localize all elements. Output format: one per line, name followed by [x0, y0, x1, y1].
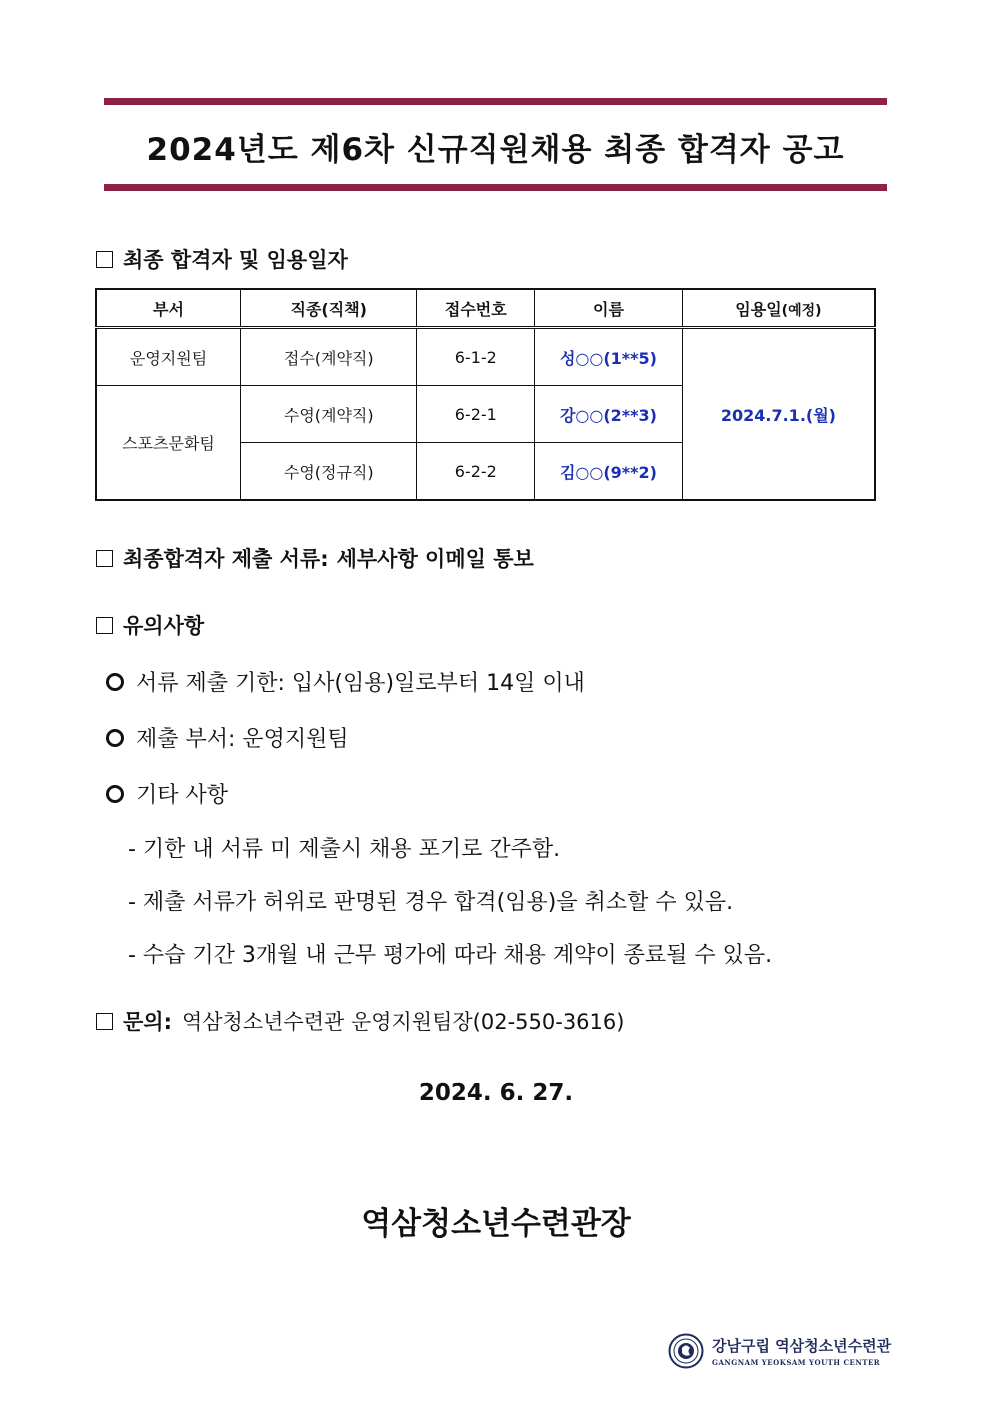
checkbox-square-icon [96, 617, 113, 634]
cell-appointment-date: 2024.7.1.(월) [682, 328, 875, 501]
cell-name: 성○○(1**5) [535, 328, 683, 386]
cell-dept: 운영지원팀 [96, 328, 241, 386]
circle-bullet-icon [106, 785, 124, 803]
header-date: 임용일(예정) [682, 289, 875, 328]
center-logo [668, 1333, 891, 1369]
cell-job: 수영(계약직) [241, 386, 417, 443]
title-top-rule [104, 98, 887, 105]
cell-job: 수영(정규직) [241, 443, 417, 501]
cell-num: 6-2-2 [417, 443, 535, 501]
cell-name: 김○○(9**2) [535, 443, 683, 501]
title-bottom-rule [104, 184, 887, 191]
table-header-row [96, 289, 875, 328]
emblem-icon [668, 1333, 704, 1369]
logo-korean-name: 강남구립 역삼청소년수련관 [712, 1337, 892, 1355]
checkbox-square-icon [96, 1013, 113, 1030]
circle-bullet-icon [106, 673, 124, 691]
header-num: 접수번호 [417, 289, 535, 328]
note-detail: - 기한 내 서류 미 제출시 채용 포기로 간주함. [128, 837, 561, 862]
cell-num: 6-1-2 [417, 328, 535, 386]
signer: 역삼청소년수련관장 [361, 1206, 631, 1242]
logo-english-name: GANGNAM YEOKSAM YOUTH CENTER [712, 1358, 881, 1367]
cell-dept: 스포츠문화팀 [96, 386, 241, 501]
checkbox-square-icon [96, 550, 113, 567]
section-heading-documents: 최종합격자 제출 서류: 세부사항 이메일 통보 [96, 543, 534, 573]
header-dept: 부서 [96, 289, 241, 328]
header-job: 직종(직책) [241, 289, 417, 328]
section-heading-notes: 유의사항 [96, 610, 204, 640]
note-item: 기타 사항 [106, 778, 228, 809]
header-name: 이름 [535, 289, 683, 328]
note-detail: - 수습 기간 3개월 내 근무 평가에 따라 채용 계약이 종료될 수 있음. [128, 943, 773, 968]
page-title: 2024년도 제6차 신규직원채용 최종 합격자 공고 [146, 132, 845, 168]
checkbox-square-icon [96, 251, 113, 268]
table-row [96, 328, 875, 386]
results-table [95, 288, 876, 501]
note-item: 제출 부서: 운영지원팀 [106, 722, 349, 753]
circle-bullet-icon [106, 729, 124, 747]
note-detail: - 제출 서류가 허위로 판명된 경우 합격(임용)을 취소할 수 있음. [128, 890, 734, 915]
cell-name: 강○○(2**3) [535, 386, 683, 443]
cell-job: 접수(계약직) [241, 328, 417, 386]
cell-num: 6-2-1 [417, 386, 535, 443]
note-item: 서류 제출 기한: 입사(임용)일로부터 14일 이내 [106, 666, 585, 697]
section-heading-results: 최종 합격자 및 임용일자 [96, 244, 348, 274]
issue-date: 2024. 6. 27. [418, 1080, 574, 1106]
contact-line: 문의: 역삼청소년수련관 운영지원팀장(02-550-3616) [96, 1006, 624, 1036]
